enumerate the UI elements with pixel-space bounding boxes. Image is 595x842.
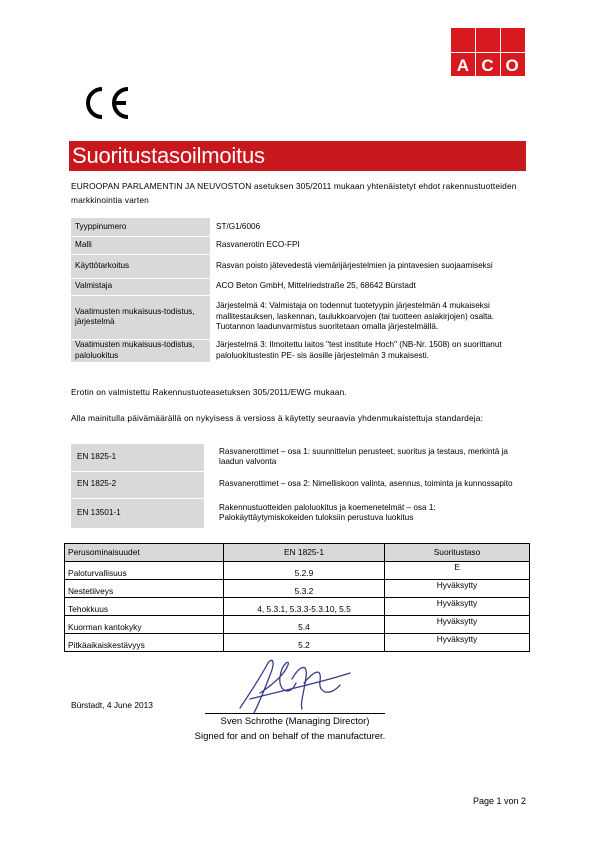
- property-name: Nestetiiveys: [65, 580, 224, 598]
- table-row: [65, 580, 530, 598]
- info-label: Käyttötarkoitus: [71, 254, 210, 278]
- info-label: Malli: [71, 236, 210, 254]
- standard-code: EN 1825-2: [71, 471, 204, 498]
- info-row: [71, 339, 526, 362]
- info-label: Valmistaja: [71, 278, 210, 295]
- property-level: E: [385, 562, 530, 580]
- property-name: Tehokkuus: [65, 598, 224, 616]
- intro-text: EUROOPAN PARLAMENTIN JA NEUVOSTON asetuksen 305/2011 mukaan yhtenäistetyt ehdot rakennustuotteiden markkinointia varten: [71, 181, 517, 205]
- signed-for-text: Signed for and on behalf of the manufacturer.: [194, 731, 386, 742]
- info-label: Vaatimusten mukaisuus-todistus, järjestelmä: [71, 295, 210, 339]
- info-value: Rasvan poisto jätevedestä viemärijärjestelmien ja pintavesien suojaamiseksi: [210, 254, 526, 278]
- title-bar: [69, 141, 526, 171]
- standard-desc: Rakennustuotteiden paloluokitus ja koemenetelmät – osa 1: Palokäyttäytymiskokeiden tuloksiin perustuva luokitus: [204, 498, 526, 528]
- property-clause: 5.4: [224, 616, 385, 634]
- info-row: [71, 236, 526, 254]
- properties-header-row: [65, 544, 530, 562]
- info-value: Rasvanerotin ECO-FPI: [210, 236, 526, 254]
- info-value: ST/G1/6006: [210, 218, 526, 236]
- regulation-text: Erotin on valmistettu Rakennustuoteasetuksen 305/2011/EWG mukaan.: [71, 387, 347, 397]
- table-row: [65, 616, 530, 634]
- table-row: [65, 598, 530, 616]
- logo-letter-c: C: [481, 56, 495, 75]
- properties-table: [64, 543, 530, 652]
- logo-letter-a: A: [456, 56, 470, 75]
- property-name: Kuorman kantokyky: [65, 616, 224, 634]
- standard-desc: Rasvanerottimet – osa 1: suunnittelun perusteet, suoritus ja testaus, merkintä ja laadun valvonta: [204, 444, 526, 471]
- standard-row: [71, 498, 526, 528]
- place-date: Bürstadt, 4 June 2013: [71, 700, 153, 710]
- property-level: Hyväksytty: [385, 616, 530, 634]
- header-performance: Suoritustaso: [385, 544, 530, 562]
- info-label: Vaatimusten mukaisuus-todistus, paloluokitus: [71, 339, 210, 362]
- property-clause: 5.2: [224, 634, 385, 652]
- standard-row: [71, 471, 526, 498]
- standards-intro: Alla mainitulla päivämäärällä on nykyisess ä versioss ä käytetty seuraavia yhdenmukaistettuja standardeja:: [71, 413, 484, 423]
- signature-line: [205, 713, 385, 714]
- logo-letter-o: O: [505, 56, 520, 75]
- property-name: Paloturvallisuus: [65, 562, 224, 580]
- standards-table: [71, 444, 526, 529]
- header-property: Perusominaisuudet: [65, 544, 224, 562]
- page-number: Page 1 von 2: [472, 796, 526, 806]
- info-row: [71, 278, 526, 295]
- property-level: Hyväksytty: [385, 598, 530, 616]
- ce-mark-icon: [80, 85, 134, 121]
- property-level: Hyväksytty: [385, 580, 530, 598]
- table-row: [65, 562, 530, 580]
- info-row: [71, 218, 526, 236]
- property-clause: 5.3.2: [224, 580, 385, 598]
- info-value: Järjestelmä 4: Valmistaja on todennut tuotetyypin järjestelmän 4 mukaiseksi mallitestauksen, laskennan, taulukkoarvojen (tai tuotteen asiakirjojen) osalta. Tuotannon laadunvarmistus suoritetaan omalla järjestelmällä.: [210, 295, 526, 339]
- aco-logo: [451, 28, 525, 76]
- signature-icon: [230, 653, 360, 718]
- info-table: [71, 218, 526, 363]
- page-title: Suoritustasoilmoitus: [72, 143, 265, 168]
- property-clause: 4, 5.3.1, 5.3.3-5.3.10, 5.5: [224, 598, 385, 616]
- standard-code: EN 1825-1: [71, 444, 204, 471]
- property-level: Hyväksytty: [385, 634, 530, 652]
- standard-code: EN 13501-1: [71, 498, 204, 528]
- table-row: [65, 634, 530, 652]
- info-label: Tyyppinumero: [71, 218, 210, 236]
- info-row: [71, 254, 526, 278]
- property-clause: 5.2.9: [224, 562, 385, 580]
- info-value: ACO Beton GmbH, Mittelriedstraße 25, 68642 Bürstadt: [210, 278, 526, 295]
- info-value: Järjestelmä 3: Ilmoitettu laitos "test institute Hoch" (NB-Nr. 1508) on suorittanut paloluokitustestin PE- sis äosille järjestelmän 3 mukaisesti.: [210, 339, 526, 362]
- header-standard: EN 1825-1: [224, 544, 385, 562]
- standard-row: [71, 444, 526, 471]
- info-row: [71, 295, 526, 339]
- signer-name: Sven Schrothe (Managing Director): [220, 716, 370, 727]
- property-name: Pitkäaikaiskestävyys: [65, 634, 224, 652]
- standard-desc: Rasvanerottimet – osa 2: Nimelliskoon valinta, asennus, toiminta ja kunnossapito: [204, 471, 526, 498]
